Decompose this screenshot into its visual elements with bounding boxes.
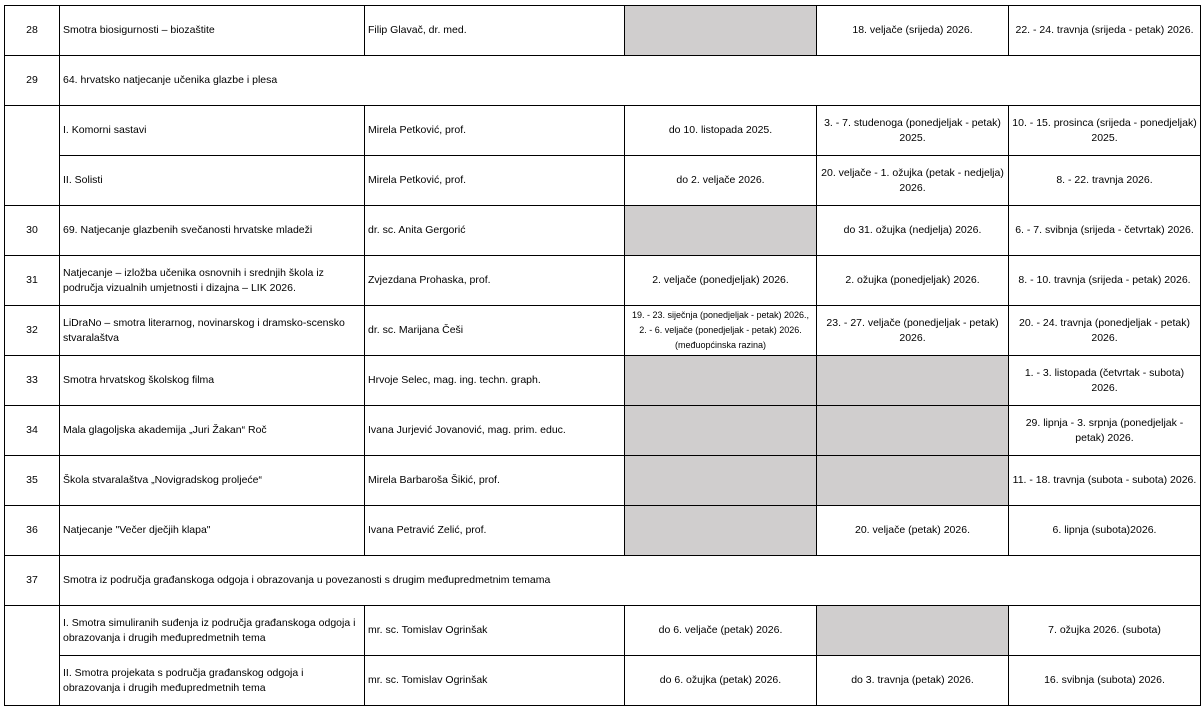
coordinator: dr. sc. Anita Gergorić (365, 206, 625, 256)
row-number: 35 (5, 456, 60, 506)
empty-shaded-cell (625, 506, 817, 556)
event-name: LiDraNo – smotra literarnog, novinarskog i dramsko-scensko stvaralaštva (60, 306, 365, 356)
date-cell: 23. - 27. veljače (ponedjeljak - petak) 2026. (817, 306, 1009, 356)
row-number: 28 (5, 6, 60, 56)
row-number: 31 (5, 256, 60, 306)
coordinator: mr. sc. Tomislav Ogrinšak (365, 656, 625, 706)
coordinator: Hrvoje Selec, mag. ing. techn. graph. (365, 356, 625, 406)
date-cell: 20. - 24. travnja (ponedjeljak - petak) 2026. (1009, 306, 1201, 356)
date-cell: 20. veljače - 1. ožujka (petak - nedjelja) 2026. (817, 156, 1009, 206)
date-cell: 29. lipnja - 3. srpnja (ponedjeljak - petak) 2026. (1009, 406, 1201, 456)
table-row (5, 556, 1201, 606)
row-number: 30 (5, 206, 60, 256)
empty-shaded-cell (817, 606, 1009, 656)
event-name: I. Komorni sastavi (60, 106, 365, 156)
section-title: Smotra iz područja građanskoga odgoja i obrazovanja u povezanosti s drugim međupredmetnim temama (60, 556, 1201, 606)
date-cell: do 10. listopada 2025. (625, 106, 817, 156)
date-cell: 2. veljače (ponedjeljak) 2026. (625, 256, 817, 306)
coordinator: Ivana Jurjević Jovanović, mag. prim. educ. (365, 406, 625, 456)
coordinator: Ivana Petravić Zelić, prof. (365, 506, 625, 556)
empty-shaded-cell (625, 456, 817, 506)
table-row (5, 256, 1201, 306)
table-row (5, 356, 1201, 406)
date-cell: 6. lipnja (subota)2026. (1009, 506, 1201, 556)
table-row (5, 456, 1201, 506)
event-name: I. Smotra simuliranih suđenja iz područja građanskoga odgoja i obrazovanja i drugih međupredmetnih tema (60, 606, 365, 656)
table-row (5, 656, 1201, 706)
section-title: 64. hrvatsko natjecanje učenika glazbe i plesa (60, 56, 1201, 106)
empty-shaded-cell (817, 406, 1009, 456)
event-name: Natjecanje – izložba učenika osnovnih i srednjih škola iz područja vizualnih umjetnosti i dizajna – LIK 2026. (60, 256, 365, 306)
event-name: Mala glagoljska akademija „Juri Žakan“ Roč (60, 406, 365, 456)
table-row (5, 56, 1201, 106)
coordinator: dr. sc. Marijana Češi (365, 306, 625, 356)
row-number: 32 (5, 306, 60, 356)
table-row (5, 6, 1201, 56)
date-cell: 10. - 15. prosinca (srijeda - ponedjeljak) 2025. (1009, 106, 1201, 156)
date-cell: 11. - 18. travnja (subota - subota) 2026. (1009, 456, 1201, 506)
row-number: 33 (5, 356, 60, 406)
date-cell: 22. - 24. travnja (srijeda - petak) 2026. (1009, 6, 1201, 56)
table-row (5, 406, 1201, 456)
events-table (4, 5, 1201, 706)
empty-shaded-cell (625, 6, 817, 56)
date-cell: do 6. veljače (petak) 2026. (625, 606, 817, 656)
table-row (5, 106, 1201, 156)
coordinator: mr. sc. Tomislav Ogrinšak (365, 606, 625, 656)
date-cell: 8. - 10. travnja (srijeda - petak) 2026. (1009, 256, 1201, 306)
event-name: Natjecanje "Večer dječjih klapa" (60, 506, 365, 556)
date-cell: 2. ožujka (ponedjeljak) 2026. (817, 256, 1009, 306)
coordinator: Zvjezdana Prohaska, prof. (365, 256, 625, 306)
event-name: 69. Natjecanje glazbenih svečanosti hrvatske mladeži (60, 206, 365, 256)
table-row (5, 606, 1201, 656)
row-number: 36 (5, 506, 60, 556)
date-cell: 8. - 22. travnja 2026. (1009, 156, 1201, 206)
coordinator: Mirela Petković, prof. (365, 156, 625, 206)
date-cell: 19. - 23. siječnja (ponedjeljak - petak) 2026., 2. - 6. veljače (ponedjeljak - petak) 2026. (međuopćinska razina) (625, 306, 817, 356)
table-body (5, 6, 1201, 706)
row-number: 29 (5, 56, 60, 106)
date-cell: 16. svibnja (subota) 2026. (1009, 656, 1201, 706)
coordinator: Mirela Petković, prof. (365, 106, 625, 156)
row-number-empty (5, 606, 60, 706)
date-cell: do 6. ožujka (petak) 2026. (625, 656, 817, 706)
table-row (5, 506, 1201, 556)
empty-shaded-cell (625, 206, 817, 256)
empty-shaded-cell (817, 456, 1009, 506)
empty-shaded-cell (625, 356, 817, 406)
event-name: II. Smotra projekata s područja građanskog odgoja i obrazovanja i drugih međupredmetnih tema (60, 656, 365, 706)
event-name: II. Solisti (60, 156, 365, 206)
date-cell: 3. - 7. studenoga (ponedjeljak - petak) 2025. (817, 106, 1009, 156)
event-name: Škola stvaralaštva „Novigradskog proljeće“ (60, 456, 365, 506)
coordinator: Filip Glavač, dr. med. (365, 6, 625, 56)
date-cell: do 2. veljače 2026. (625, 156, 817, 206)
event-name: Smotra hrvatskog školskog filma (60, 356, 365, 406)
row-number-empty (5, 106, 60, 206)
table-row (5, 206, 1201, 256)
date-cell: do 3. travnja (petak) 2026. (817, 656, 1009, 706)
date-cell: 18. veljače (srijeda) 2026. (817, 6, 1009, 56)
row-number: 37 (5, 556, 60, 606)
coordinator: Mirela Barbaroša Šikić, prof. (365, 456, 625, 506)
date-cell: 6. - 7. svibnja (srijeda - četvrtak) 2026. (1009, 206, 1201, 256)
table-row (5, 156, 1201, 206)
empty-shaded-cell (817, 356, 1009, 406)
empty-shaded-cell (625, 406, 817, 456)
row-number: 34 (5, 406, 60, 456)
event-name: Smotra biosigurnosti – biozaštite (60, 6, 365, 56)
date-cell: 7. ožujka 2026. (subota) (1009, 606, 1201, 656)
table-row (5, 306, 1201, 356)
date-cell: 1. - 3. listopada (četvrtak - subota) 2026. (1009, 356, 1201, 406)
date-cell: do 31. ožujka (nedjelja) 2026. (817, 206, 1009, 256)
date-cell: 20. veljače (petak) 2026. (817, 506, 1009, 556)
